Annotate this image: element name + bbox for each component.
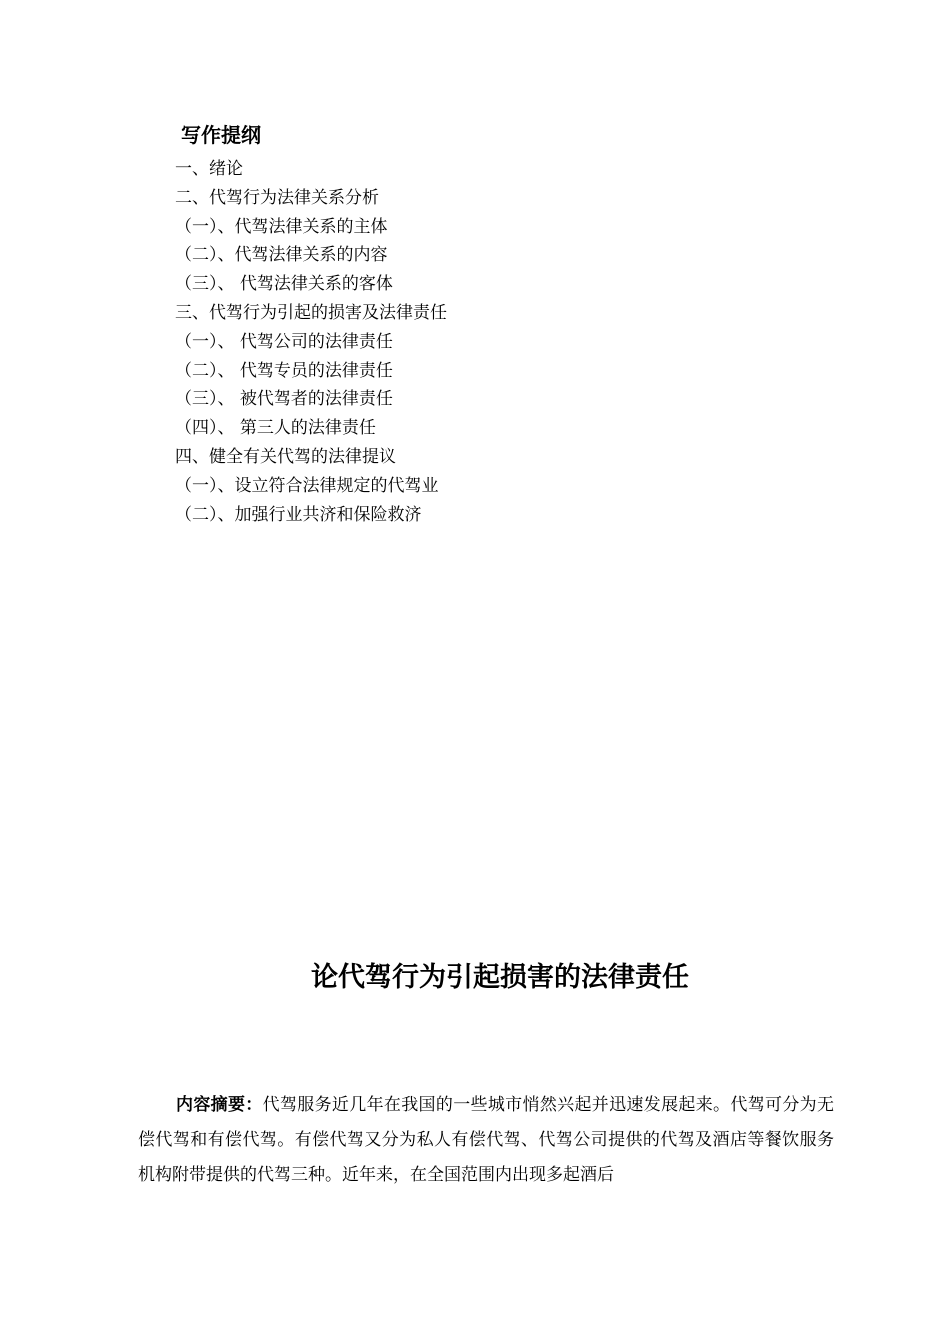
outline-item: （二）、加强行业共济和保险救济 [175, 504, 422, 525]
outline-item: （二）、代驾法律关系的内容 [175, 245, 388, 266]
outline-item: （一）、 代驾公司的法律责任 [175, 331, 393, 352]
outline-item: （三）、 代驾法律关系的客体 [175, 274, 393, 295]
outline-item: （一）、代驾法律关系的主体 [175, 216, 388, 237]
document-title: 论代驾行为引起损害的法律责任 [311, 962, 689, 993]
outline-heading: 写作提纲 [181, 123, 261, 147]
outline-item: （四）、 第三人的法律责任 [175, 418, 376, 439]
outline-item: （三）、 被代驾者的法律责任 [175, 389, 393, 410]
outline-item: 一、绪论 [175, 159, 243, 179]
outline-item: （一）、设立符合法律规定的代驾业 [175, 475, 439, 496]
abstract-text: 代驾服务近几年在我国的一些城市悄然兴起并迅速发展起来。代驾可分为无偿代驾和有偿代驾。有偿代驾又分为私人有偿代驾、代驾公司提供的代驾及酒店等餐饮服务机构附带提供的代驾三种。近年来，在全国范围内出现多起酒后 [138, 1095, 835, 1185]
outline-list [175, 155, 447, 529]
outline-item: 三、代驾行为引起的损害及法律责任 [175, 302, 447, 323]
outline-item: 二、代驾行为法律关系分析 [175, 187, 379, 208]
outline-item: （二）、 代驾专员的法律责任 [175, 360, 393, 381]
abstract-label: 内容摘要： [176, 1095, 263, 1115]
outline-item: 四、健全有关代驾的法律提议 [175, 446, 396, 467]
abstract-paragraph [138, 1088, 834, 1193]
